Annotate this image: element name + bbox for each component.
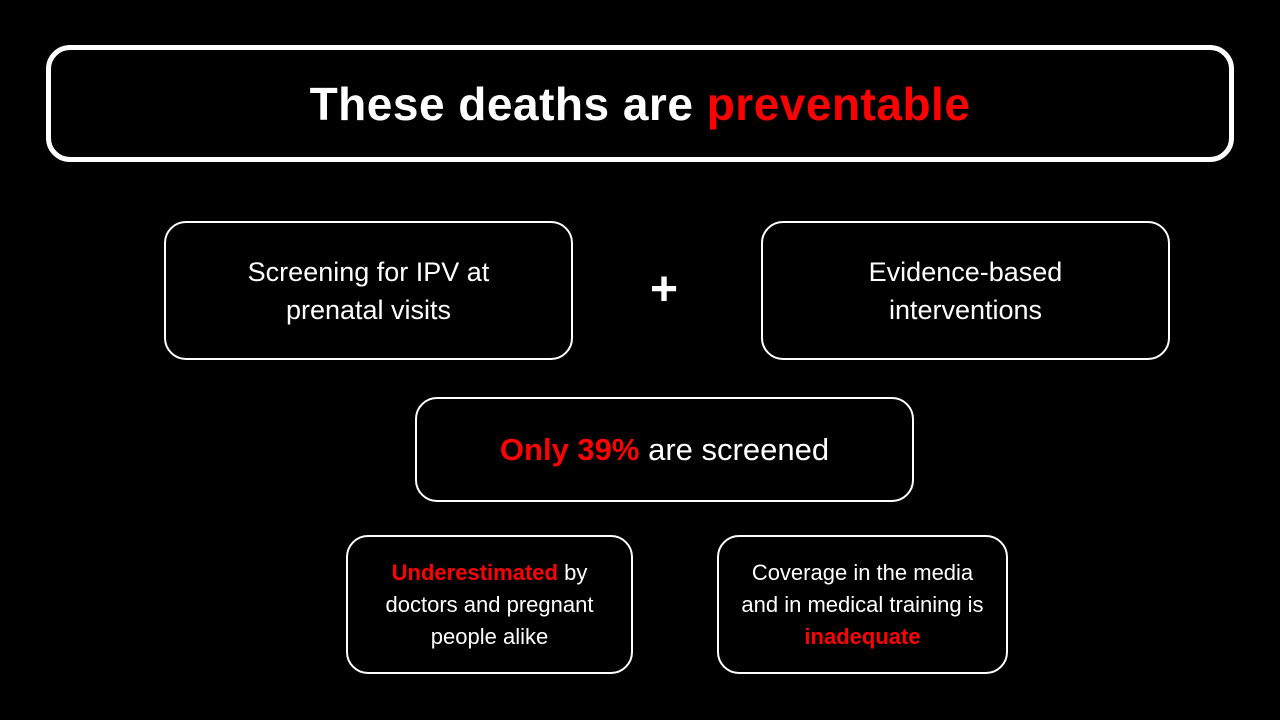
screened-emphasis: Only 39% [499, 431, 640, 467]
underestimated-rest: by doctors and pregnant people alike [385, 559, 594, 649]
underestimated-box [346, 535, 633, 674]
coverage-box [717, 535, 1008, 674]
plus-symbol: + [649, 263, 679, 316]
screening-text: Screening for IPV at prenatal visits [247, 256, 490, 325]
interventions-text: Evidence-based interventions [868, 256, 1063, 325]
screened-statement [500, 432, 829, 468]
coverage-text: Coverage in the media and in medical training is [741, 559, 984, 617]
title-main: These deaths are [309, 77, 694, 130]
coverage-emphasis: inadequate [804, 623, 921, 649]
screening-box [164, 221, 573, 360]
title-emphasis: preventable [706, 77, 971, 130]
screened-box [415, 397, 914, 502]
coverage-statement [732, 557, 994, 653]
interventions-box [761, 221, 1170, 360]
title-box [46, 45, 1234, 162]
screened-rest: are screened [648, 431, 830, 467]
underestimated-statement [359, 557, 621, 653]
slide-title [310, 77, 971, 131]
underestimated-emphasis: Underestimated [391, 559, 558, 585]
